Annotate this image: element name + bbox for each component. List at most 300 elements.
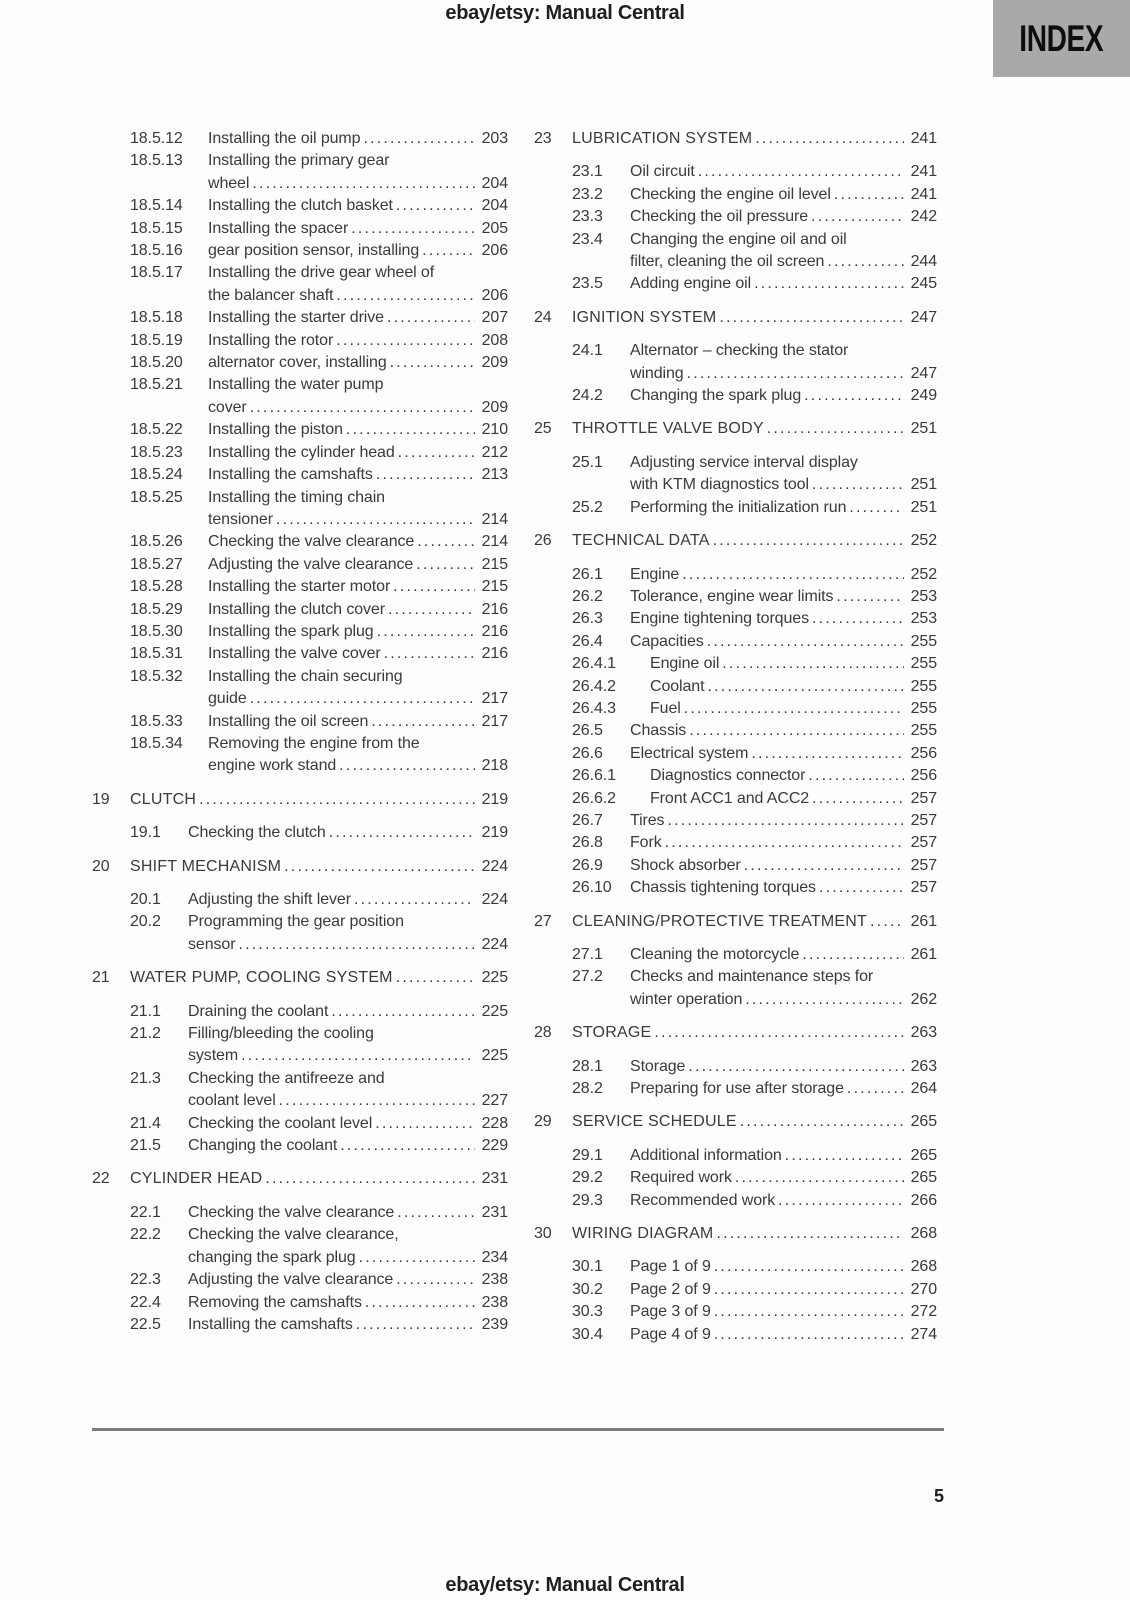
toc-chapter-entry: [534, 911, 937, 933]
section-number: 27.2: [572, 968, 603, 986]
entry-title: Installing the timing chain: [208, 488, 385, 506]
entry-line: [630, 944, 937, 966]
entry-title: Installing the primary gear: [208, 152, 390, 170]
toc-entry: [534, 1190, 937, 1212]
entry-line: [188, 1113, 508, 1135]
toc-entry: [534, 698, 937, 720]
toc-chapter-entry: [534, 1022, 937, 1044]
toc-entry: [534, 564, 937, 586]
dot-leader: [422, 240, 475, 262]
dot-leader: [688, 1056, 904, 1078]
entry-title: LUBRICATION SYSTEM: [572, 130, 753, 147]
entry-title: system: [188, 1047, 239, 1065]
dot-leader: [393, 576, 475, 598]
entry-title: Adjusting the valve clearance: [188, 1271, 394, 1289]
entry-line: [630, 608, 937, 630]
section-number: 30.1: [572, 1258, 603, 1276]
entry-line: [188, 1135, 508, 1157]
entry-line: [208, 755, 508, 777]
entry-page-number: 245: [910, 275, 937, 293]
entry-page-number: 241: [910, 185, 937, 203]
section-number: 26.6: [572, 744, 603, 762]
dot-leader: [336, 285, 475, 307]
entry-page-number: 224: [481, 935, 508, 953]
entry-body: [130, 856, 508, 878]
toc-entry: [92, 1023, 508, 1068]
section-number: 27: [534, 912, 552, 930]
section-number: 18.5.21: [130, 376, 183, 394]
toc-entry: [92, 1269, 508, 1291]
entry-page-number: 256: [910, 744, 937, 762]
entry-line: [650, 788, 937, 810]
entry-line: [572, 128, 937, 150]
entry-body: [208, 262, 508, 307]
section-number: 23: [534, 130, 552, 147]
entry-line: [630, 184, 937, 206]
entry-page-number: 217: [481, 690, 508, 708]
entry-title: engine work stand: [208, 757, 337, 775]
entry-title: Engine: [630, 565, 680, 583]
dot-leader: [363, 128, 475, 150]
entry-page-number: 205: [481, 219, 508, 237]
entry-page-number: 257: [910, 811, 937, 829]
section-number: 18.5.23: [130, 443, 183, 461]
entry-page-number: 204: [481, 174, 508, 192]
entry-line: [208, 285, 508, 307]
entry-page-number: 224: [481, 857, 508, 875]
section-number: 22: [92, 1170, 110, 1188]
entry-body: [572, 307, 937, 329]
toc-entry: [534, 1078, 937, 1100]
entry-line: [188, 934, 508, 956]
entry-line: [630, 452, 937, 474]
dot-leader: [745, 989, 904, 1011]
section-number: 29.2: [572, 1169, 603, 1187]
entry-body: [650, 698, 937, 720]
section-number: 18.5.34: [130, 734, 183, 752]
entry-line: [630, 855, 937, 877]
dot-leader: [396, 195, 475, 217]
header-title: ebay/etsy: Manual Central: [445, 2, 685, 24]
dot-leader: [836, 586, 904, 608]
toc-entry: [534, 720, 937, 742]
toc-entry: [92, 307, 508, 329]
entry-line: [208, 195, 508, 217]
index-tab-label: INDEX: [1019, 17, 1104, 59]
toc-left-column: [92, 128, 508, 1346]
entry-body: [188, 1113, 508, 1135]
dot-leader: [778, 1190, 904, 1212]
toc-entry: [534, 340, 937, 385]
entry-page-number: 247: [910, 364, 937, 382]
section-number: 22.4: [130, 1293, 161, 1311]
entry-title: Chassis tightening torques: [630, 879, 816, 897]
toc-entry: [534, 653, 937, 675]
entry-title: gear position sensor, installing: [208, 242, 420, 260]
entry-line: [630, 586, 937, 608]
entry-body: [630, 944, 937, 966]
dot-leader: [371, 711, 475, 733]
entry-body: [208, 643, 508, 665]
dot-leader: [819, 877, 904, 899]
toc-chapter-entry: [92, 1168, 508, 1190]
section-number: 18.5.25: [130, 488, 183, 506]
entry-line: [188, 1292, 508, 1314]
toc-entry: [92, 262, 508, 307]
entry-body: [650, 788, 937, 810]
entry-title: Diagnostics connector: [650, 767, 806, 785]
entry-body: [208, 195, 508, 217]
entry-page-number: 227: [481, 1092, 508, 1110]
entry-page-number: 253: [910, 610, 937, 628]
entry-page-number: 206: [481, 242, 508, 260]
entry-body: [188, 822, 508, 844]
section-number: 18.5.14: [130, 197, 183, 215]
section-number: 26.1: [572, 565, 603, 583]
entry-title: Fork: [630, 834, 662, 852]
entry-body: [630, 586, 937, 608]
dot-leader: [847, 1078, 904, 1100]
dot-leader: [740, 1111, 904, 1133]
entry-line: [208, 643, 508, 665]
entry-title: Oil circuit: [630, 163, 695, 181]
entry-body: [630, 743, 937, 765]
toc-entry: [92, 711, 508, 733]
entry-line: [208, 150, 508, 172]
entry-body: [630, 229, 937, 274]
dot-leader: [359, 1247, 475, 1269]
toc-entry: [534, 877, 937, 899]
entry-title: Engine oil: [650, 655, 720, 673]
entry-body: [630, 452, 937, 497]
dot-leader: [755, 128, 904, 150]
toc-chapter-entry: [534, 1111, 937, 1133]
dot-leader: [707, 676, 904, 698]
section-number: 30.2: [572, 1280, 603, 1298]
toc-chapter-entry: [534, 418, 937, 440]
dot-leader: [682, 564, 904, 586]
entry-line: [208, 509, 508, 531]
entry-body: [208, 307, 508, 329]
dot-leader: [754, 273, 904, 295]
dot-leader: [356, 1314, 475, 1336]
entry-line: [630, 251, 937, 273]
entry-title: Changing the engine oil and oil: [630, 230, 847, 248]
section-number: 21.4: [130, 1114, 161, 1132]
entry-title: changing the spark plug: [188, 1248, 356, 1266]
entry-page-number: 231: [481, 1203, 508, 1221]
entry-line: [208, 374, 508, 396]
dot-leader: [331, 1001, 475, 1023]
section-number: 20: [92, 857, 110, 875]
entry-body: [188, 1292, 508, 1314]
entry-line: [208, 464, 508, 486]
toc-entry: [534, 161, 937, 183]
section-number: 26.6.2: [572, 789, 616, 807]
entry-title: SERVICE SCHEDULE: [572, 1113, 737, 1131]
section-number: 27.1: [572, 946, 603, 963]
entry-page-number: 210: [481, 421, 508, 439]
entry-line: [208, 666, 508, 688]
section-number: 20.1: [130, 891, 161, 908]
toc-entry: [534, 1256, 937, 1278]
entry-line: [188, 1247, 508, 1269]
entry-body: [130, 1168, 508, 1190]
toc-entry: [92, 464, 508, 486]
entry-title: Front ACC1 and ACC2: [650, 789, 810, 807]
dot-leader: [751, 743, 904, 765]
entry-line: [188, 1090, 508, 1112]
entry-line: [572, 530, 937, 552]
entry-page-number: 219: [481, 824, 508, 842]
entry-line: [572, 418, 937, 440]
entry-body: [630, 1145, 937, 1167]
dot-leader: [241, 1045, 475, 1067]
entry-body: [630, 832, 937, 854]
dot-leader: [785, 1145, 904, 1167]
entry-page-number: 257: [910, 879, 937, 897]
entry-line: [630, 385, 937, 407]
section-number: 18.5.19: [130, 331, 183, 349]
dot-leader: [376, 464, 475, 486]
entry-page-number: 229: [481, 1137, 508, 1155]
entry-line: [630, 966, 937, 988]
section-number: 28.1: [572, 1057, 603, 1075]
entry-page-number: 265: [910, 1146, 937, 1164]
toc-entry: [534, 586, 937, 608]
entry-page-number: 231: [481, 1170, 508, 1188]
dot-leader: [744, 855, 904, 877]
entry-title: Capacities: [630, 632, 704, 650]
entry-line: [630, 877, 937, 899]
section-number: 24.1: [572, 342, 603, 360]
entry-page-number: 274: [910, 1325, 937, 1343]
entry-page-number: 247: [910, 308, 937, 326]
dot-leader: [713, 530, 904, 552]
entry-title: Page 2 of 9: [630, 1280, 711, 1298]
entry-title: Shock absorber: [630, 856, 741, 874]
toc-entry: [534, 631, 937, 653]
entry-body: [572, 911, 937, 933]
toc-entry: [92, 576, 508, 598]
entry-line: [208, 733, 508, 755]
section-number: 26.10: [572, 879, 612, 897]
table-of-contents: [92, 128, 937, 1346]
dot-leader: [722, 653, 904, 675]
entry-title: Adjusting the shift lever: [188, 891, 351, 908]
dot-leader: [396, 967, 475, 989]
entry-body: [208, 442, 508, 464]
dot-leader: [398, 442, 475, 464]
entry-title: winding: [630, 364, 684, 382]
entry-line: [630, 1324, 937, 1346]
dot-leader: [265, 1168, 475, 1190]
entry-title: Checking the oil pressure: [630, 208, 809, 226]
entry-line: [188, 1202, 508, 1224]
toc-chapter-entry: [92, 856, 508, 878]
entry-page-number: 215: [481, 555, 508, 573]
dot-leader: [654, 1022, 904, 1044]
section-number: 26.9: [572, 856, 603, 874]
entry-title: CYLINDER HEAD: [130, 1170, 263, 1188]
entry-title: Installing the spark plug: [208, 622, 374, 640]
section-number: 24.2: [572, 387, 603, 405]
section-number: 25.1: [572, 453, 603, 471]
dot-leader: [387, 307, 475, 329]
entry-body: [188, 1269, 508, 1291]
entry-body: [188, 1023, 508, 1068]
entry-body: [650, 765, 937, 787]
entry-line: [208, 576, 508, 598]
entry-page-number: 251: [910, 476, 937, 494]
entry-body: [208, 554, 508, 576]
entry-title: Checking the valve clearance: [188, 1203, 395, 1221]
entry-title: Preparing for use after storage: [630, 1080, 844, 1098]
section-number: 22.5: [130, 1315, 161, 1333]
entry-page-number: 203: [481, 130, 508, 147]
entry-line: [130, 856, 508, 878]
entry-line: [208, 442, 508, 464]
entry-title: Installing the water pump: [208, 376, 384, 394]
section-number: 25.2: [572, 498, 603, 516]
entry-page-number: 266: [910, 1191, 937, 1209]
dot-leader: [665, 832, 904, 854]
entry-title: WIRING DIAGRAM: [572, 1225, 714, 1243]
entry-title: coolant level: [188, 1092, 276, 1110]
entry-title: Storage: [630, 1057, 686, 1075]
entry-page-number: 225: [481, 1047, 508, 1065]
entry-title: Installing the camshafts: [208, 466, 373, 484]
section-number: 26.6.1: [572, 767, 616, 785]
entry-line: [630, 832, 937, 854]
entry-line: [630, 497, 937, 519]
entry-line: [650, 676, 937, 698]
toc-entry: [92, 1001, 508, 1023]
section-number: 21.2: [130, 1025, 161, 1043]
entry-title: Draining the coolant: [188, 1002, 329, 1020]
section-number: 19: [92, 790, 110, 808]
toc-entry: [92, 330, 508, 352]
section-number: 30: [534, 1225, 552, 1243]
entry-line: [208, 307, 508, 329]
entry-title: cover: [208, 398, 247, 416]
section-number: 26.3: [572, 610, 603, 628]
section-number: 18.5.22: [130, 421, 183, 439]
toc-entry: [92, 1314, 508, 1336]
entry-body: [630, 1279, 937, 1301]
entry-line: [630, 161, 937, 183]
entry-page-number: 217: [481, 712, 508, 730]
entry-title: Checking the coolant level: [188, 1114, 373, 1132]
entry-title: alternator cover, installing: [208, 354, 387, 372]
entry-title: guide: [208, 690, 247, 708]
entry-line: [188, 1314, 508, 1336]
entry-body: [630, 855, 937, 877]
entry-body: [630, 273, 937, 295]
dot-leader: [812, 788, 904, 810]
entry-title: Installing the clutch cover: [208, 600, 385, 618]
dot-leader: [390, 352, 475, 374]
entry-page-number: 256: [910, 767, 937, 785]
toc-entry: [534, 1324, 937, 1346]
toc-entry: [92, 218, 508, 240]
entry-title: Adjusting service interval display: [630, 453, 858, 471]
dot-leader: [238, 934, 475, 956]
entry-page-number: 216: [481, 622, 508, 640]
entry-page-number: 257: [910, 789, 937, 807]
dot-leader: [804, 385, 904, 407]
toc-entry: [92, 666, 508, 711]
dot-leader: [716, 1223, 904, 1245]
section-number: 26.2: [572, 587, 603, 605]
toc-entry: [92, 487, 508, 532]
entry-line: [130, 1168, 508, 1190]
dot-leader: [849, 497, 904, 519]
footer-title: ebay/etsy: Manual Central: [445, 1574, 685, 1596]
entry-title: Removing the engine from the: [208, 734, 420, 752]
entry-line: [630, 743, 937, 765]
entry-body: [630, 385, 937, 407]
entry-title: Adding engine oil: [630, 275, 752, 293]
section-number: 18.5.28: [130, 578, 183, 596]
entry-page-number: 263: [910, 1024, 937, 1042]
toc-entry: [92, 911, 508, 956]
dot-leader: [870, 911, 904, 933]
entry-title: THROTTLE VALVE BODY: [572, 420, 764, 438]
entry-title: Installing the piston: [208, 421, 343, 439]
toc-entry: [92, 531, 508, 553]
entry-title: Installing the valve cover: [208, 645, 381, 663]
entry-page-number: 216: [481, 600, 508, 618]
entry-page-number: 213: [481, 466, 508, 484]
entry-title: Installing the clutch basket: [208, 197, 393, 215]
entry-title: Removing the camshafts: [188, 1293, 362, 1311]
toc-entry: [92, 599, 508, 621]
entry-line: [208, 621, 508, 643]
entry-title: CLUTCH: [130, 790, 197, 808]
entry-body: [630, 161, 937, 183]
entry-line: [130, 789, 508, 811]
dot-leader: [397, 1202, 475, 1224]
toc-entry: [534, 944, 937, 966]
entry-body: [208, 621, 508, 643]
entry-line: [572, 1223, 937, 1245]
entry-title: Page 4 of 9: [630, 1325, 711, 1343]
entry-page-number: 253: [910, 587, 937, 605]
entry-body: [208, 599, 508, 621]
dot-leader: [714, 1279, 904, 1301]
dot-leader: [250, 397, 475, 419]
entry-page-number: 265: [910, 1169, 937, 1187]
entry-page-number: 261: [910, 912, 937, 930]
entry-line: [188, 1045, 508, 1067]
entry-title: wheel: [208, 174, 250, 192]
entry-line: [630, 340, 937, 362]
entry-body: [630, 1167, 937, 1189]
section-number: 30.3: [572, 1303, 603, 1321]
dot-leader: [689, 720, 904, 742]
section-number: 18.5.20: [130, 354, 183, 372]
dot-leader: [834, 184, 904, 206]
dot-leader: [714, 1324, 904, 1346]
entry-page-number: 264: [910, 1080, 937, 1098]
section-number: 18.5.33: [130, 712, 183, 730]
section-number: 26: [534, 532, 552, 550]
toc-entry: [534, 184, 937, 206]
section-number: 30.4: [572, 1325, 603, 1343]
entry-page-number: 252: [910, 532, 937, 550]
entry-body: [188, 1224, 508, 1269]
